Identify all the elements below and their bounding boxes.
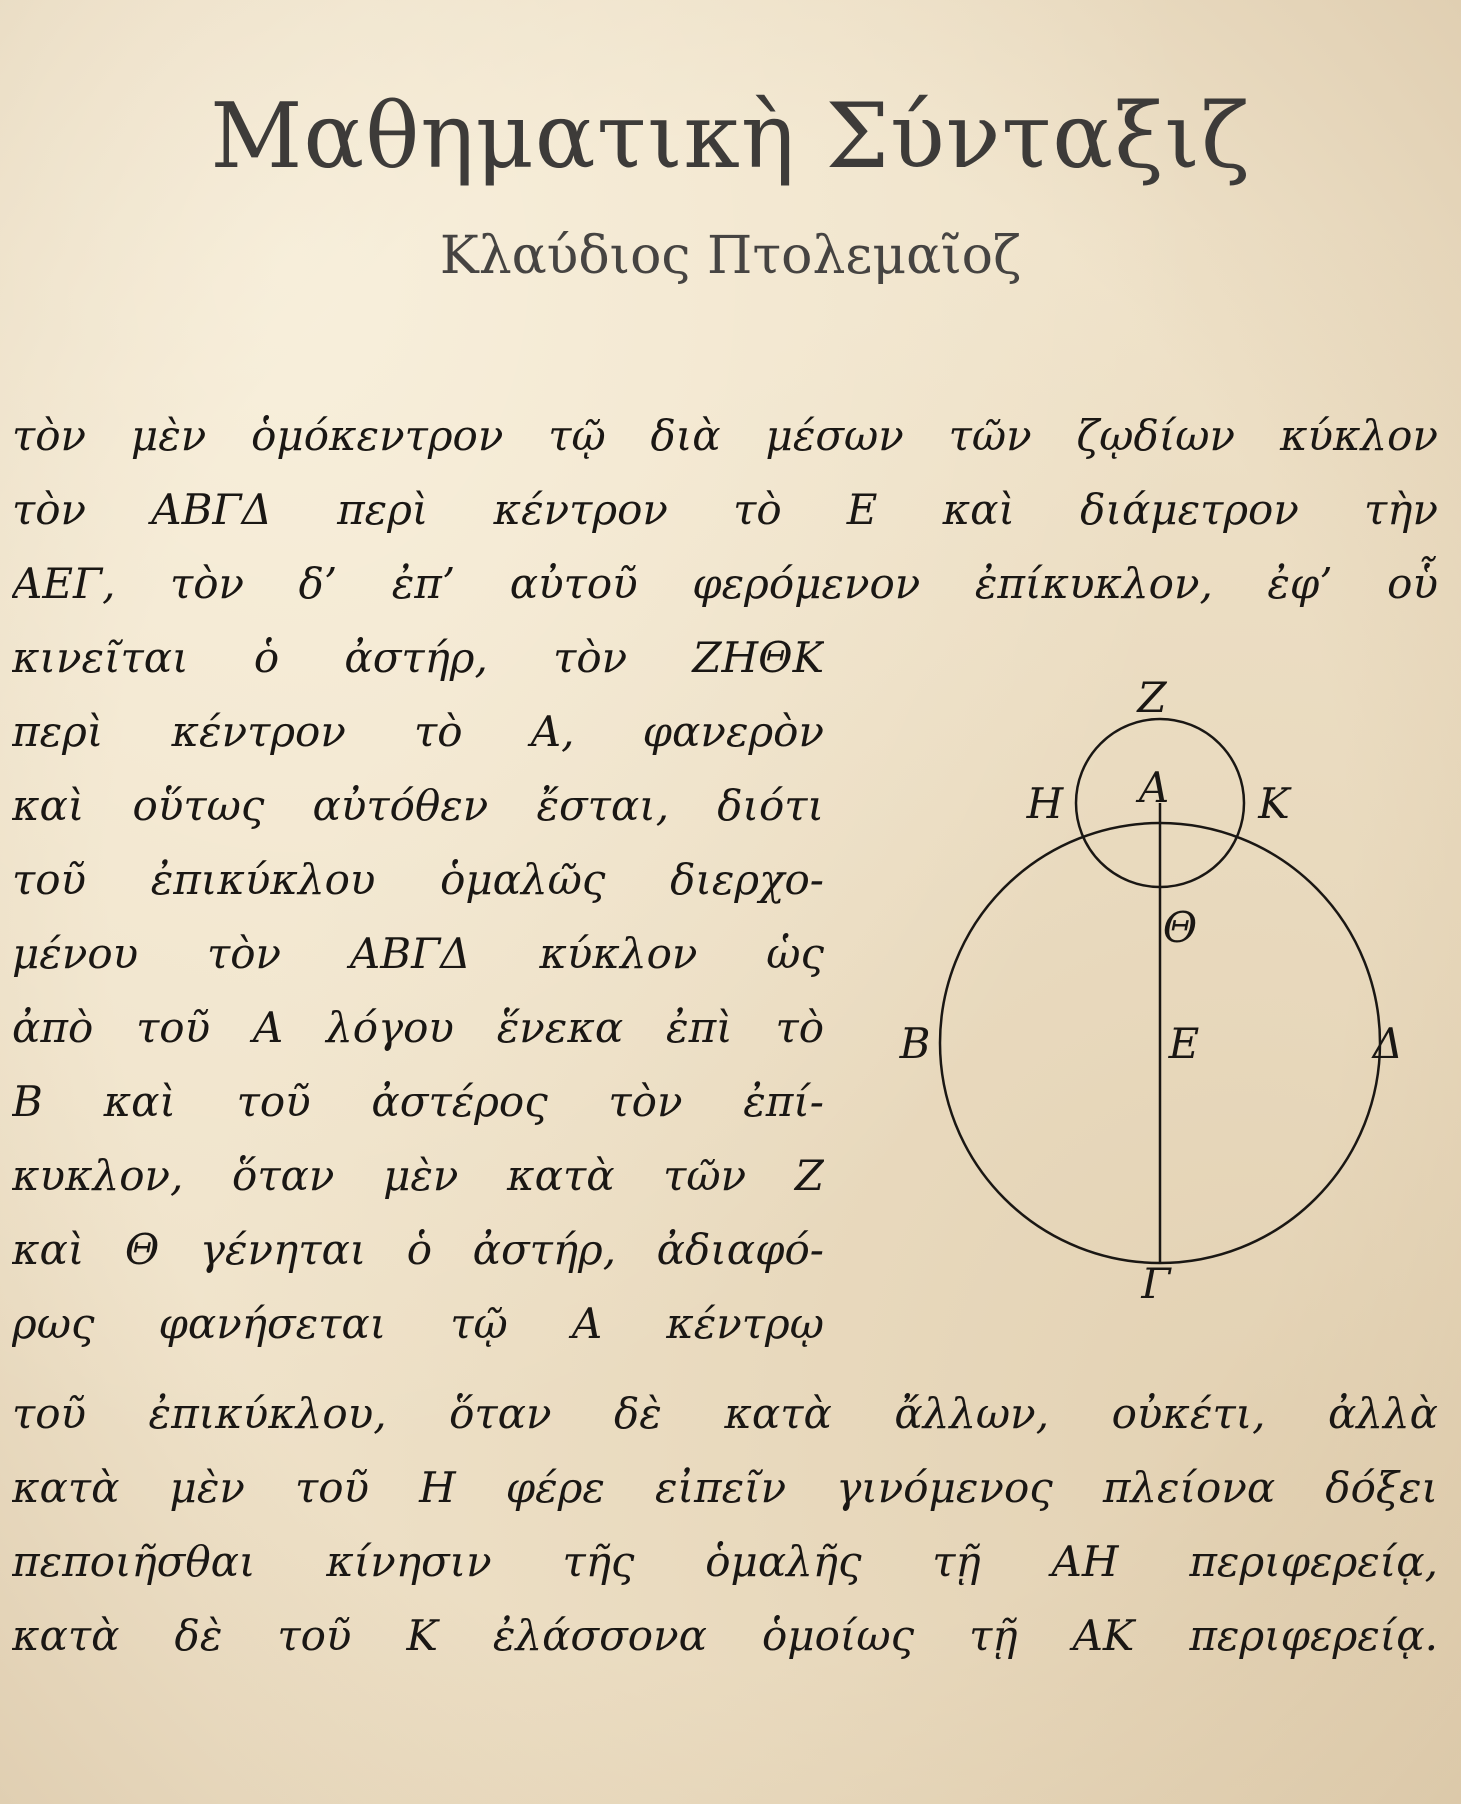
label-h: H xyxy=(1026,779,1064,828)
text-line: ΑΕΓ, τὸν δ’ ἐπ’ αὐτοῦ φερόμενον ἐπίκυκλον, ἐφ’ οὗ xyxy=(12,559,1438,608)
label-z: Z xyxy=(1137,680,1167,722)
text-line: τοῦ ἐπικύκλου, ὅταν δὲ κατὰ ἄλλων, οὐκέτι, ἀλλὰ xyxy=(12,1389,1438,1438)
label-d: Δ xyxy=(1372,1019,1403,1068)
text-line: τὸν μὲν ὁμόκεντρον τῷ διὰ μέσων τῶν ζῳδίων κύκλον xyxy=(12,411,1438,460)
label-k: K xyxy=(1258,779,1290,828)
epicycle-svg xyxy=(870,680,1410,1320)
epicycle-diagram xyxy=(870,680,1410,1320)
label-a: A xyxy=(1138,763,1170,812)
text-line: καὶ οὕτως αὐτόθεν ἔσται, διότι xyxy=(12,781,824,830)
text-line: τὸν ΑΒΓΔ περὶ κέντρον τὸ Ε καὶ διάμετρον τὴν xyxy=(12,485,1438,534)
page-title: Μαθηματικὴ Σύνταξιζ xyxy=(210,84,1251,189)
label-theta: Θ xyxy=(1162,903,1198,952)
text-line: περὶ κέντρον τὸ Α, φανερὸν xyxy=(12,707,824,756)
label-b: B xyxy=(899,1019,931,1068)
label-e: E xyxy=(1168,1019,1200,1068)
text-line: ρως φανήσεται τῷ Α κέντρῳ xyxy=(12,1299,824,1348)
text-line: κινεῖται ὁ ἀστήρ, τὸν ΖΗΘΚ xyxy=(12,633,824,682)
text-line: κατὰ μὲν τοῦ Η φέρε εἰπεῖν γινόμενος πλείονα δόξει xyxy=(12,1463,1438,1512)
text-line: καὶ Θ γένηται ὁ ἀστήρ, ἀδιαφό- xyxy=(12,1225,824,1274)
label-g: Γ xyxy=(1141,1259,1171,1308)
page-subtitle: Κλαύδιος Πτολεμαῖοζ xyxy=(439,226,1022,286)
text-line: κυκλον, ὅταν μὲν κατὰ τῶν Ζ xyxy=(12,1151,824,1200)
text-line: πεποιῆσθαι κίνησιν τῆς ὁμαλῆς τῇ ΑΗ περιφερείᾳ, xyxy=(12,1537,1438,1586)
text-line: ἀπὸ τοῦ Α λόγου ἕνεκα ἐπὶ τὸ xyxy=(12,1003,824,1052)
text-line: μένου τὸν ΑΒΓΔ κύκλον ὡς xyxy=(12,929,824,978)
text-line: τοῦ ἐπικύκλου ὁμαλῶς διερχο- xyxy=(12,855,824,904)
text-line: κατὰ δὲ τοῦ Κ ἐλάσσονα ὁμοίως τῇ ΑΚ περιφερείᾳ. xyxy=(12,1611,1438,1660)
text-line: Β καὶ τοῦ ἀστέρος τὸν ἐπί- xyxy=(12,1077,824,1126)
